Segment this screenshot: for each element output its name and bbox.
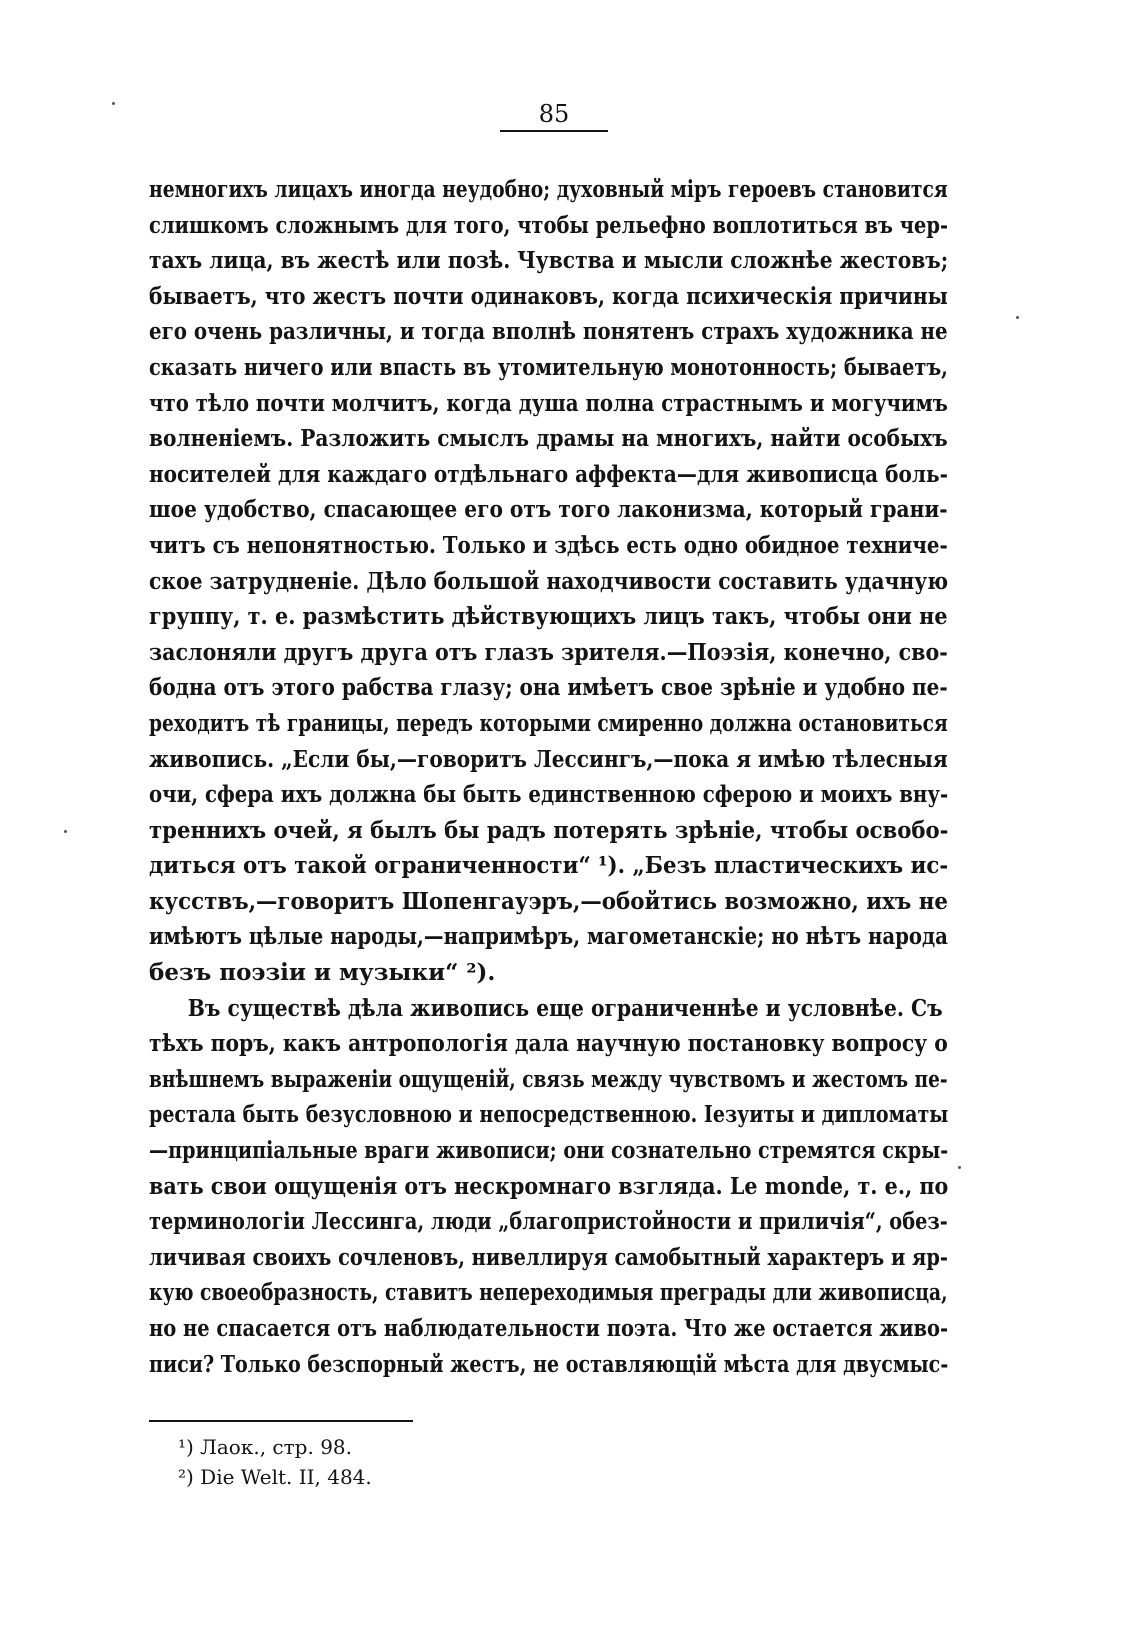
text-line: рестала быть безусловною и непосредственною. Іезуиты и дипломаты	[149, 1101, 949, 1129]
text-line: слишкомъ сложнымъ для того, чтобы рельефно воплотиться въ чер-	[149, 211, 949, 239]
text-line: бываетъ, что жестъ почти одинаковъ, когда психическія причины	[149, 282, 948, 310]
scan-speck	[112, 102, 115, 105]
header-rule	[500, 130, 608, 132]
text-line: читъ съ непонятностью. Только и здѣсь есть одно обидное техниче-	[149, 531, 948, 559]
text-line: живопись. „Если бы,—говоритъ Лессингъ,—пока я имѣю тѣлесныя	[149, 745, 948, 773]
scan-speck	[1016, 316, 1019, 319]
text-line: личивая своихъ сочленовъ, нивеллируя самобытный характеръ и яр-	[149, 1243, 948, 1271]
footnote: ¹) Лаок., стр. 98.	[178, 1435, 352, 1459]
text-line: немногихъ лицахъ иногда неудобно; духовный міръ героевъ становится	[149, 176, 948, 203]
text-line: кусствъ,—говоритъ Шопенгауэръ,—обойтись возможно, ихъ не	[149, 887, 948, 915]
text-line: имѣютъ цѣлые народы,—напримѣръ, магометанскіе; но нѣтъ народа	[149, 923, 948, 951]
text-line: диться отъ такой ограниченности“ ¹). „Безъ пластическихъ ис-	[149, 852, 949, 880]
text-line: очи, сфера ихъ должна бы быть единственною сферою и моихъ вну-	[149, 781, 949, 809]
footnote: ²) Die Welt. II, 484.	[178, 1465, 372, 1489]
text-line: тѣхъ поръ, какъ антропологія дала научную постановку вопросу о	[149, 1030, 948, 1058]
text-line: группу, т. е. размѣстить дѣйствующихъ лицъ такъ, чтобы они не	[149, 603, 948, 631]
text-line: носителей для каждаго отдѣльнаго аффекта—для живописца боль-	[149, 460, 948, 488]
text-line: шое удобство, спасающее его отъ того лаконизма, который грани-	[149, 496, 948, 524]
text-line: ское затрудненіе. Дѣло большой находчивости составить удачную	[149, 567, 949, 595]
text-line: заслоняли другъ друга отъ глазъ зрителя.—Поэзія, конечно, сво-	[149, 638, 948, 666]
text-line: треннихъ очей, я былъ бы радъ потерять зрѣніе, чтобы освобо-	[149, 816, 949, 844]
body-text	[149, 172, 948, 1382]
text-line: Въ существѣ дѣла живопись еще ограниченнѣе и условнѣе. Съ	[187, 994, 943, 1022]
page-number: 85	[538, 100, 570, 128]
text-line: что тѣло почти молчитъ, когда душа полна страстнымъ и могучимъ	[149, 389, 948, 417]
text-line: бодна отъ этого рабства глазу; она имѣетъ свое зрѣніе и удобно пе-	[149, 674, 948, 702]
text-line: вать свои ощущенія отъ нескромнаго взгляда. Le monde, т. е., по	[149, 1172, 949, 1200]
text-line: безъ поэзіи и музыки“ ²).	[149, 959, 496, 987]
text-line: —принципіальные враги живописи; они сознательно стремятся скры-	[149, 1137, 949, 1165]
text-line: внѣшнемъ выраженіи ощущеній, связь между чувствомъ и жестомъ пе-	[149, 1065, 948, 1093]
text-line: тахъ лица, въ жестѣ или позѣ. Чувства и мысли сложнѣе жестовъ;	[149, 247, 949, 275]
text-line: терминологіи Лессинга, люди „благопристойности и приличія“, обез-	[149, 1208, 948, 1236]
scan-speck	[958, 1166, 961, 1169]
text-line: его очень различны, и тогда вполнѣ понятенъ страхъ художника не	[149, 318, 948, 346]
footnote-rule	[149, 1420, 413, 1422]
text-line: кую своеобразность, ставитъ непереходимыя преграды дли живописца,	[149, 1279, 948, 1307]
text-line: но не спасается отъ наблюдательности поэта. Что же остается живо-	[149, 1315, 949, 1342]
footnotes	[178, 1432, 678, 1492]
scan-speck	[64, 830, 67, 833]
text-line: реходитъ тѣ границы, передъ которыми смиренно должна остановиться	[149, 709, 948, 737]
text-line: волненіемъ. Разложить смыслъ драмы на многихъ, найти особыхъ	[149, 425, 948, 453]
text-line: сказать ничего или впасть въ утомительную монотонность; бываетъ,	[149, 353, 948, 381]
text-line: писи? Только безспорный жестъ, не оставляющій мѣста для двусмыс-	[149, 1350, 949, 1378]
